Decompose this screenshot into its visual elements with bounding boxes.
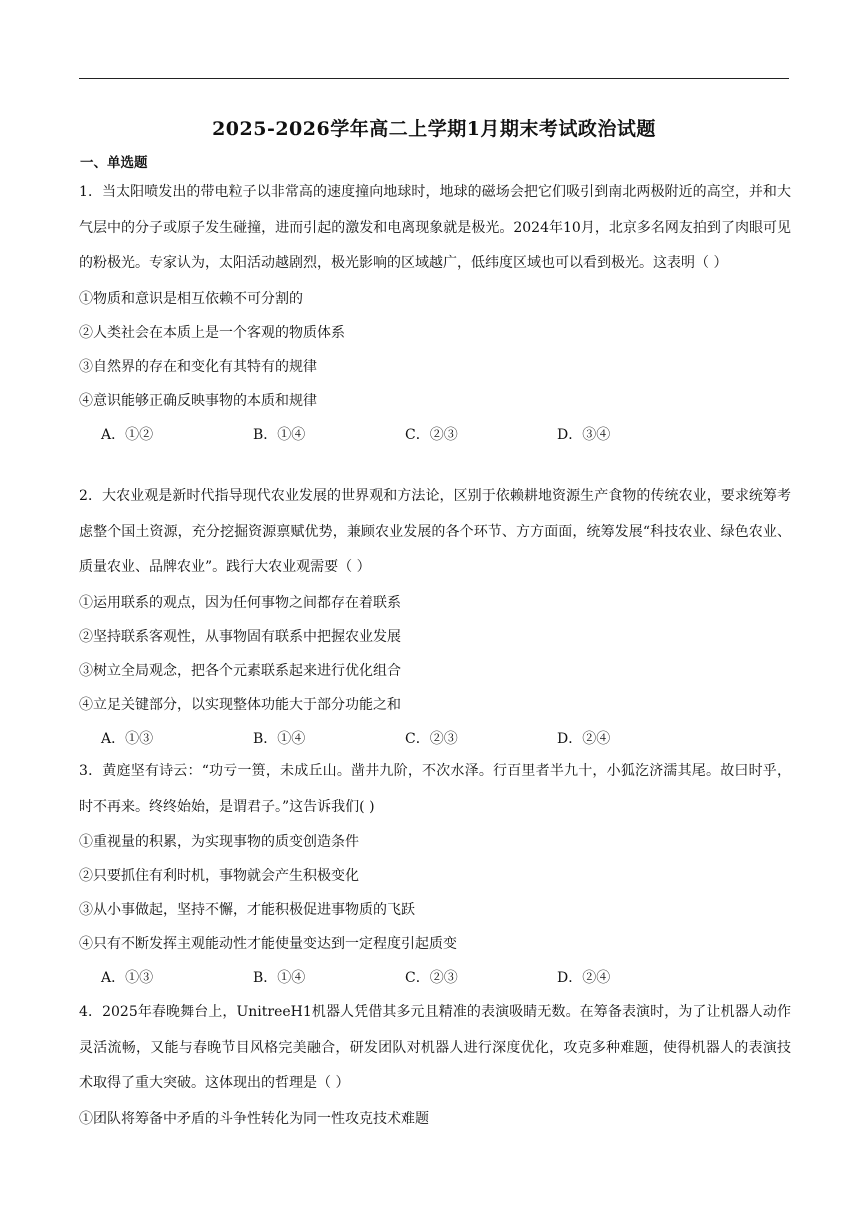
answer-choices bbox=[79, 722, 791, 756]
header-rule bbox=[79, 78, 789, 79]
choice-a: A．①③ bbox=[101, 970, 154, 986]
statement-option: ①团队将筹备中矛盾的斗争性转化为同一性攻克技术难题 bbox=[79, 1110, 429, 1127]
statement-option: ④立足关键部分，以实现整体功能大于部分功能之和 bbox=[79, 696, 401, 713]
choice-c: C．②③ bbox=[405, 730, 458, 747]
choice-b: B．①④ bbox=[253, 730, 306, 747]
statement-option: ①运用联系的观点，因为任何事物之间都存在着联系 bbox=[79, 594, 401, 611]
statement-option: ②人类社会在本质上是一个客观的物质体系 bbox=[79, 324, 345, 341]
statement-option: ③从小事做起，坚持不懈，才能积极促进事物质的飞跃 bbox=[79, 902, 415, 918]
statement-option: ①物质和意识是相互依赖不可分割的 bbox=[79, 290, 303, 307]
statement-option: ④意识能够正确反映事物的本质和规律 bbox=[79, 392, 317, 409]
answer-choices bbox=[79, 961, 791, 995]
question-4 bbox=[79, 995, 791, 1136]
statement-option: ④只有不断发挥主观能动性才能使量变达到一定程度引起质变 bbox=[79, 936, 457, 952]
choice-d: D．②④ bbox=[557, 970, 611, 986]
question-2 bbox=[79, 479, 791, 756]
question-stem: 2．大农业观是新时代指导现代农业发展的世界观和方法论，区别于依赖耕地资源生产食物的传统农业，要求统筹考虑整个国土资源，充分挖掘资源禀赋优势，兼顾农业发展的各个环节、方方面面，统筹发展“科技农业、绿色农业、质量农业、品牌农业”。践行大农业观需要（ ） bbox=[79, 488, 791, 575]
choice-c: C．②③ bbox=[405, 426, 458, 443]
choice-c: C．②③ bbox=[405, 970, 458, 986]
page-title: 2025-2026学年高二上学期1月期末考试政治试题 bbox=[212, 118, 656, 140]
question-1 bbox=[79, 175, 791, 452]
section-heading: 一、单选题 bbox=[80, 155, 148, 171]
choice-b: B．①④ bbox=[253, 426, 306, 443]
statement-option: ②坚持联系客观性，从事物固有联系中把握农业发展 bbox=[79, 628, 401, 645]
choice-b: B．①④ bbox=[253, 970, 306, 986]
question-stem: 1．当太阳喷发出的带电粒子以非常高的速度撞向地球时，地球的磁场会把它们吸引到南北两极附近的高空，并和大气层中的分子或原子发生碰撞，进而引起的激发和电离现象就是极光。2024年10月，北京多名网友拍到了肉眼可见的粉极光。专家认为，太阳活动越剧烈，极光影响的区域越广，低纬度区域也可以看到极光。这表明（ ） bbox=[79, 184, 791, 271]
choice-d: D．③④ bbox=[557, 426, 611, 443]
statement-option: ①重视量的积累，为实现事物的质变创造条件 bbox=[79, 834, 359, 850]
statement-option: ③自然界的存在和变化有其特有的规律 bbox=[79, 358, 317, 375]
statement-option: ②只要抓住有利时机，事物就会产生积极变化 bbox=[79, 868, 359, 884]
choice-a: A．①③ bbox=[101, 730, 154, 747]
choice-a: A．①② bbox=[101, 426, 154, 443]
choice-d: D．②④ bbox=[557, 730, 611, 747]
question-3 bbox=[79, 754, 791, 995]
question-stem: 4．2025年春晚舞台上，UnitreeH1机器人凭借其多元且精准的表演吸睛无数。在筹备表演时，为了让机器人动作灵活流畅，又能与春晚节目风格完美融合，研发团队对机器人进行深度优化，攻克多种难题，使得机器人的表演技术取得了重大突破。这体现出的哲理是（ ） bbox=[79, 1004, 791, 1091]
statement-option: ③树立全局观念，把各个元素联系起来进行优化组合 bbox=[79, 662, 401, 679]
answer-choices bbox=[79, 418, 791, 452]
question-stem: 3．黄庭坚有诗云：“功亏一篑，未成丘山。凿井九阶，不次水泽。行百里者半九十，小狐汔济濡其尾。故曰时乎，时不再来。终终始始，是谓君子。”这告诉我们( ) bbox=[79, 763, 791, 815]
